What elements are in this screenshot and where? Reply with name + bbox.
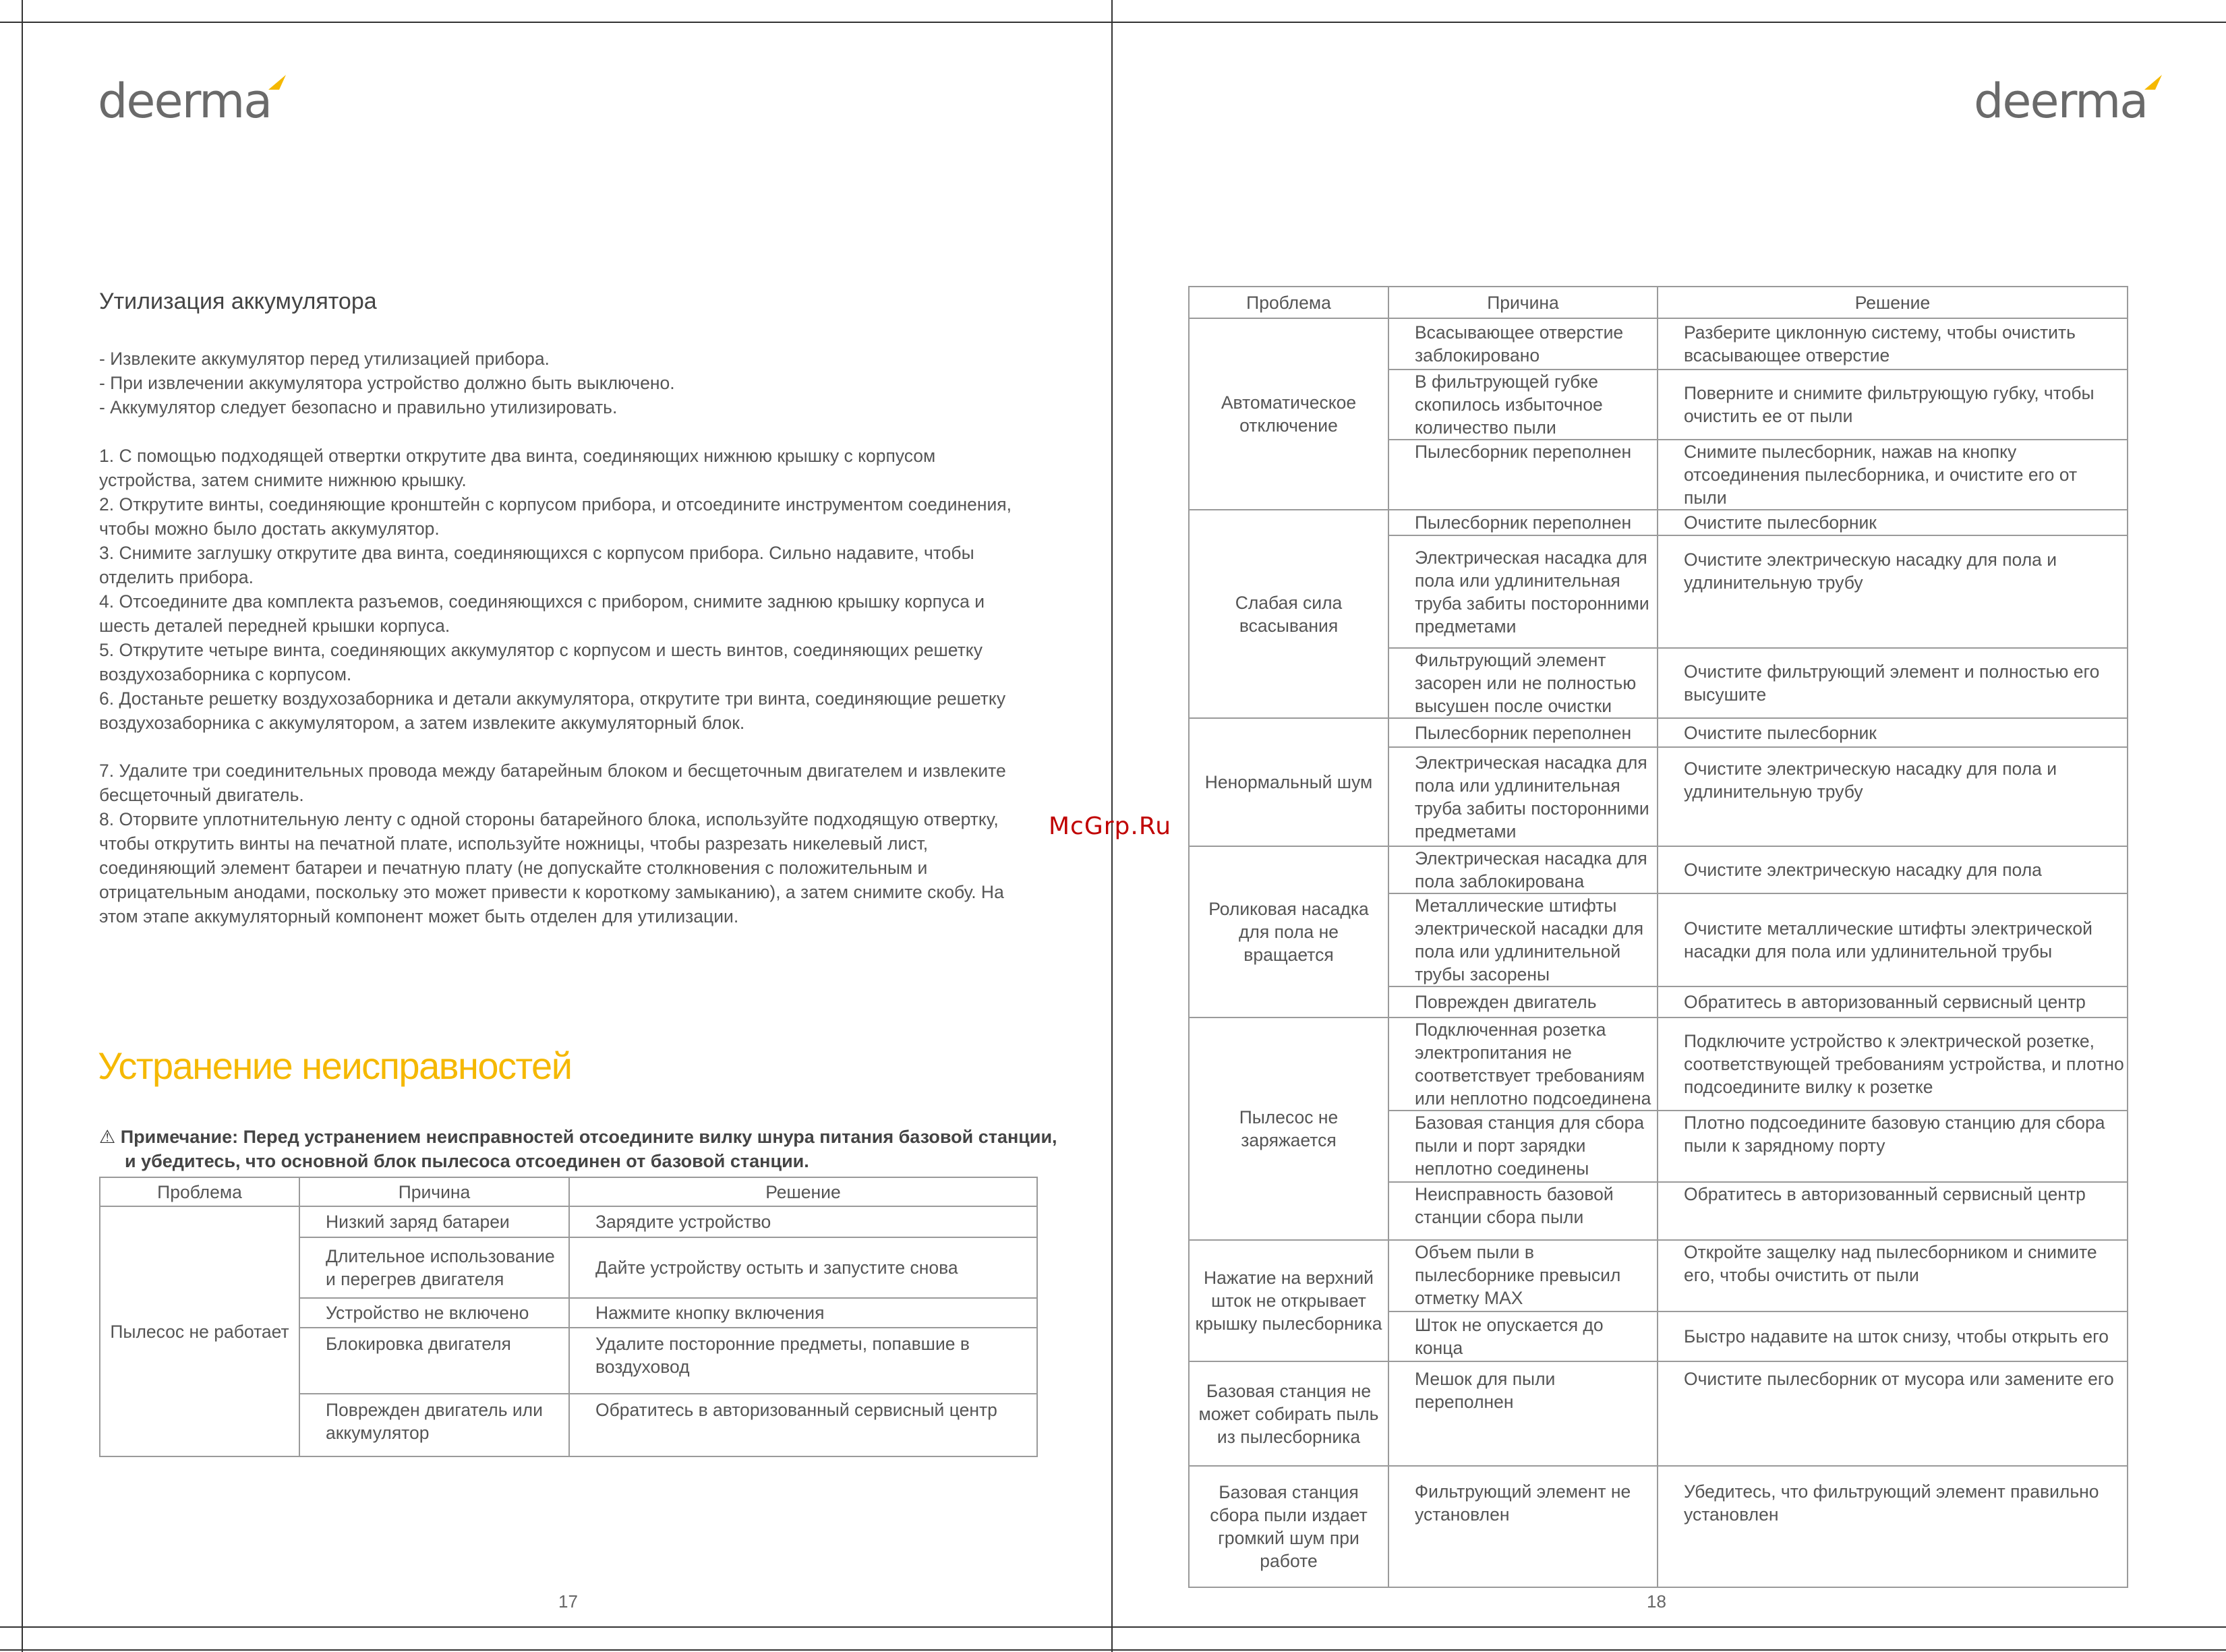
problem-cell: Базовая станция сбора пыли издает громкий шум при работе: [1189, 1466, 1388, 1587]
table-row: [1189, 1361, 2128, 1466]
page-number-right: 18: [1647, 1591, 1666, 1612]
step-item: 6. Достаньте решетку воздухозаборника и детали аккумулятора, открутите три винта, соединяющие решетку воздухозаборника с аккумулятором, а затем извлеките аккумуляторный блок.: [99, 688, 1006, 733]
cause-cell: Мешок для пыли переполнен: [1388, 1361, 1658, 1466]
warning-note: [99, 1125, 1070, 1173]
table-header-solution: Решение: [1658, 287, 2128, 318]
cause-cell: Объем пыли в пылесборнике превысил отметку MAX: [1388, 1240, 1658, 1311]
solution-cell: Очистите электрическую насадку для пола и удлинительную трубу: [1658, 747, 2128, 846]
problem-cell: Роликовая насадка для пола не вращается: [1189, 846, 1388, 1017]
solution-cell: Подключите устройство к электрической розетке, соответствующей требованиям устройства, и плотно подсоедините вилку к розетке: [1658, 1017, 2128, 1111]
table-header-problem: Проблема: [1189, 287, 1388, 318]
solution-cell: Зарядите устройство: [569, 1206, 1037, 1237]
solution-cell: Обратитесь в авторизованный сервисный центр: [569, 1394, 1037, 1456]
problem-cell: Ненормальный шум: [1189, 718, 1388, 846]
note-line-1: Примечание: Перед устранением неисправностей отсоедините вилку шнура питания базовой станции,: [120, 1127, 1057, 1147]
troubleshooting-table-left: [99, 1177, 1038, 1457]
disposal-bullets: [99, 347, 1043, 419]
bullet-item: - При извлечении аккумулятора устройство должно быть выключено.: [99, 373, 675, 393]
problem-cell: Пылесос не заряжается: [1189, 1017, 1388, 1240]
solution-cell: Очистите пылесборник: [1658, 510, 2128, 535]
table-row: [1189, 1240, 2128, 1311]
solution-cell: Очистите электрическую насадку для пола: [1658, 846, 2128, 893]
step-item: 2. Открутите винты, соединяющие кронштейн с корпусом прибора, и отсоедините инструментом соединения, чтобы можно было достать аккумулятор.: [99, 494, 1012, 539]
table-row: [100, 1206, 1037, 1237]
cause-cell: Металлические штифты электрической насадки для пола или удлинительной трубы засорены: [1388, 893, 1658, 986]
cause-cell: В фильтрующей губке скопилось избыточное количество пыли: [1388, 370, 1658, 440]
step-item: 8. Оторвите уплотнительную ленту с одной стороны батарейного блока, используйте подходящую отвертку, чтобы открутить винты на печатной плате, используйте ножницы, чтобы разрезать никелевый лист, соединяющий элемент батареи и печатную плату (не допускайте столкновения с положительным и отрицательным анодами, поскольку это может привести к короткому замыканию), а затем снимите скобу. На этом этапе аккумуляторный компонент может быть отделен для утилизации.: [99, 809, 1004, 926]
solution-cell: Очистите пылесборник от мусора или замените его: [1658, 1361, 2128, 1466]
solution-cell: Быстро надавите на шток снизу, чтобы открыть его: [1658, 1311, 2128, 1361]
cause-cell: Всасывающее отверстие заблокировано: [1388, 318, 1658, 370]
cause-cell: Низкий заряд батареи: [299, 1206, 569, 1237]
logo-leaf-icon: [2143, 72, 2163, 92]
table-header-problem: Проблема: [100, 1177, 299, 1206]
table-row: [1189, 718, 2128, 747]
watermark: McGrp.Ru: [1049, 813, 1172, 840]
problem-cell: Нажатие на верхний шток не открывает крышку пылесборника: [1189, 1240, 1388, 1361]
cause-cell: Поврежден двигатель: [1388, 986, 1658, 1017]
cause-cell: Поврежден двигатель или аккумулятор: [299, 1394, 569, 1456]
problem-cell: Автоматическое отключение: [1189, 318, 1388, 510]
disposal-steps-7-8: [99, 759, 1036, 928]
step-item: 3. Снимите заглушку открутите два винта, соединяющихся с корпусом прибора. Сильно надавите, чтобы отделить прибора.: [99, 543, 974, 587]
solution-cell: Обратитесь в авторизованный сервисный центр: [1658, 986, 2128, 1017]
solution-cell: Очистите пылесборник: [1658, 718, 2128, 747]
solution-cell: Очистите фильтрующий элемент и полностью его высушите: [1658, 648, 2128, 718]
cause-cell: Блокировка двигателя: [299, 1328, 569, 1394]
problem-cell: Пылесос не работает: [100, 1206, 299, 1456]
cause-cell: Фильтрующий элемент не установлен: [1388, 1466, 1658, 1587]
solution-cell: Обратитесь в авторизованный сервисный центр: [1658, 1182, 2128, 1240]
cause-cell: Базовая станция для сбора пыли и порт зарядки неплотно соединены: [1388, 1111, 1658, 1182]
cause-cell: Электрическая насадка для пола заблокирована: [1388, 846, 1658, 893]
disposal-steps-1-6: [99, 444, 1036, 735]
brand-logo-right: [1974, 73, 2163, 129]
cause-cell: Подключенная розетка электропитания не соответствует требованиям или неплотно подсоединена: [1388, 1017, 1658, 1111]
brand-logo-text: deerma: [1974, 73, 2148, 129]
brand-logo-text: deerma: [98, 73, 272, 129]
solution-cell: Плотно подсоедините базовую станцию для сбора пыли к зарядному порту: [1658, 1111, 2128, 1182]
solution-cell: Откройте защелку над пылесборником и снимите его, чтобы очистить от пыли: [1658, 1240, 2128, 1311]
page-number-left: 17: [558, 1591, 578, 1612]
table-row: [1189, 318, 2128, 370]
solution-cell: Удалите посторонние предметы, попавшие в воздуховод: [569, 1328, 1037, 1394]
solution-cell: Разберите циклонную систему, чтобы очистить всасывающее отверстие: [1658, 318, 2128, 370]
bullet-item: - Извлеките аккумулятор перед утилизацией прибора.: [99, 349, 550, 369]
cause-cell: Шток не опускается до конца: [1388, 1311, 1658, 1361]
troubleshooting-title: Устранение неисправностей: [98, 1044, 572, 1087]
cause-cell: Пылесборник переполнен: [1388, 510, 1658, 535]
troubleshooting-table-right: [1188, 286, 2128, 1588]
cause-cell: Неисправность базовой станции сбора пыли: [1388, 1182, 1658, 1240]
section-title-battery-disposal: Утилизация аккумулятора: [99, 289, 377, 314]
table-row: [1189, 510, 2128, 535]
cause-cell: Устройство не включено: [299, 1298, 569, 1328]
table-header-cause: Причина: [1388, 287, 1658, 318]
cause-cell: Длительное использование и перегрев двигателя: [299, 1237, 569, 1298]
step-item: 7. Удалите три соединительных провода между батарейным блоком и бесщеточным двигателем и извлеките бесщеточный двигатель.: [99, 761, 1006, 805]
problem-cell: Базовая станция не может собирать пыль из пылесборника: [1189, 1361, 1388, 1466]
bullet-item: - Аккумулятор следует безопасно и правильно утилизировать.: [99, 397, 618, 417]
problem-cell: Слабая сила всасывания: [1189, 510, 1388, 718]
brand-logo: [98, 73, 287, 129]
note-line-2: и убедитесь, что основной блок пылесоса отсоединен от базовой станции.: [125, 1151, 809, 1171]
cause-cell: Пылесборник переполнен: [1388, 718, 1658, 747]
solution-cell: Нажмите кнопку включения: [569, 1298, 1037, 1328]
table-row: [1189, 1017, 2128, 1111]
cause-cell: Электрическая насадка для пола или удлинительная труба забиты посторонними предметами: [1388, 747, 1658, 846]
table-header-cause: Причина: [299, 1177, 569, 1206]
solution-cell: Снимите пылесборник, нажав на кнопку отсоединения пылесборника, и очистите его от пыли: [1658, 440, 2128, 510]
cause-cell: Фильтрующий элемент засорен или не полностью высушен после очистки: [1388, 648, 1658, 718]
step-item: 5. Открутите четыре винта, соединяющих аккумулятор с корпусом и шесть винтов, соединяющих решетку воздухозаборника с корпусом.: [99, 640, 983, 684]
solution-cell: Убедитесь, что фильтрующий элемент правильно установлен: [1658, 1466, 2128, 1587]
table-row: [1189, 1466, 2128, 1587]
step-item: 4. Отсоедините два комплекта разъемов, соединяющихся с прибором, снимите заднюю крышку корпуса и шесть деталей передней крышки корпуса.: [99, 591, 985, 636]
solution-cell: Дайте устройству остыть и запустите снова: [569, 1237, 1037, 1298]
cause-cell: Электрическая насадка для пола или удлинительная труба забиты посторонними предметами: [1388, 535, 1658, 648]
solution-cell: Очистите электрическую насадку для пола и удлинительную трубу: [1658, 535, 2128, 648]
logo-leaf-icon: [267, 72, 287, 92]
cause-cell: Пылесборник переполнен: [1388, 440, 1658, 510]
right-page: [1113, 0, 2226, 1652]
solution-cell: Очистите металлические штифты электрической насадки для пола или удлинительной трубы: [1658, 893, 2128, 986]
table-row: [1189, 846, 2128, 893]
table-header-solution: Решение: [569, 1177, 1037, 1206]
step-item: 1. С помощью подходящей отвертки открутите два винта, соединяющих нижнюю крышку с корпусом устройства, затем снимите нижнюю крышку.: [99, 446, 936, 490]
warning-triangle-icon: ⚠: [99, 1127, 116, 1147]
solution-cell: Поверните и снимите фильтрующую губку, чтобы очистить ее от пыли: [1658, 370, 2128, 440]
